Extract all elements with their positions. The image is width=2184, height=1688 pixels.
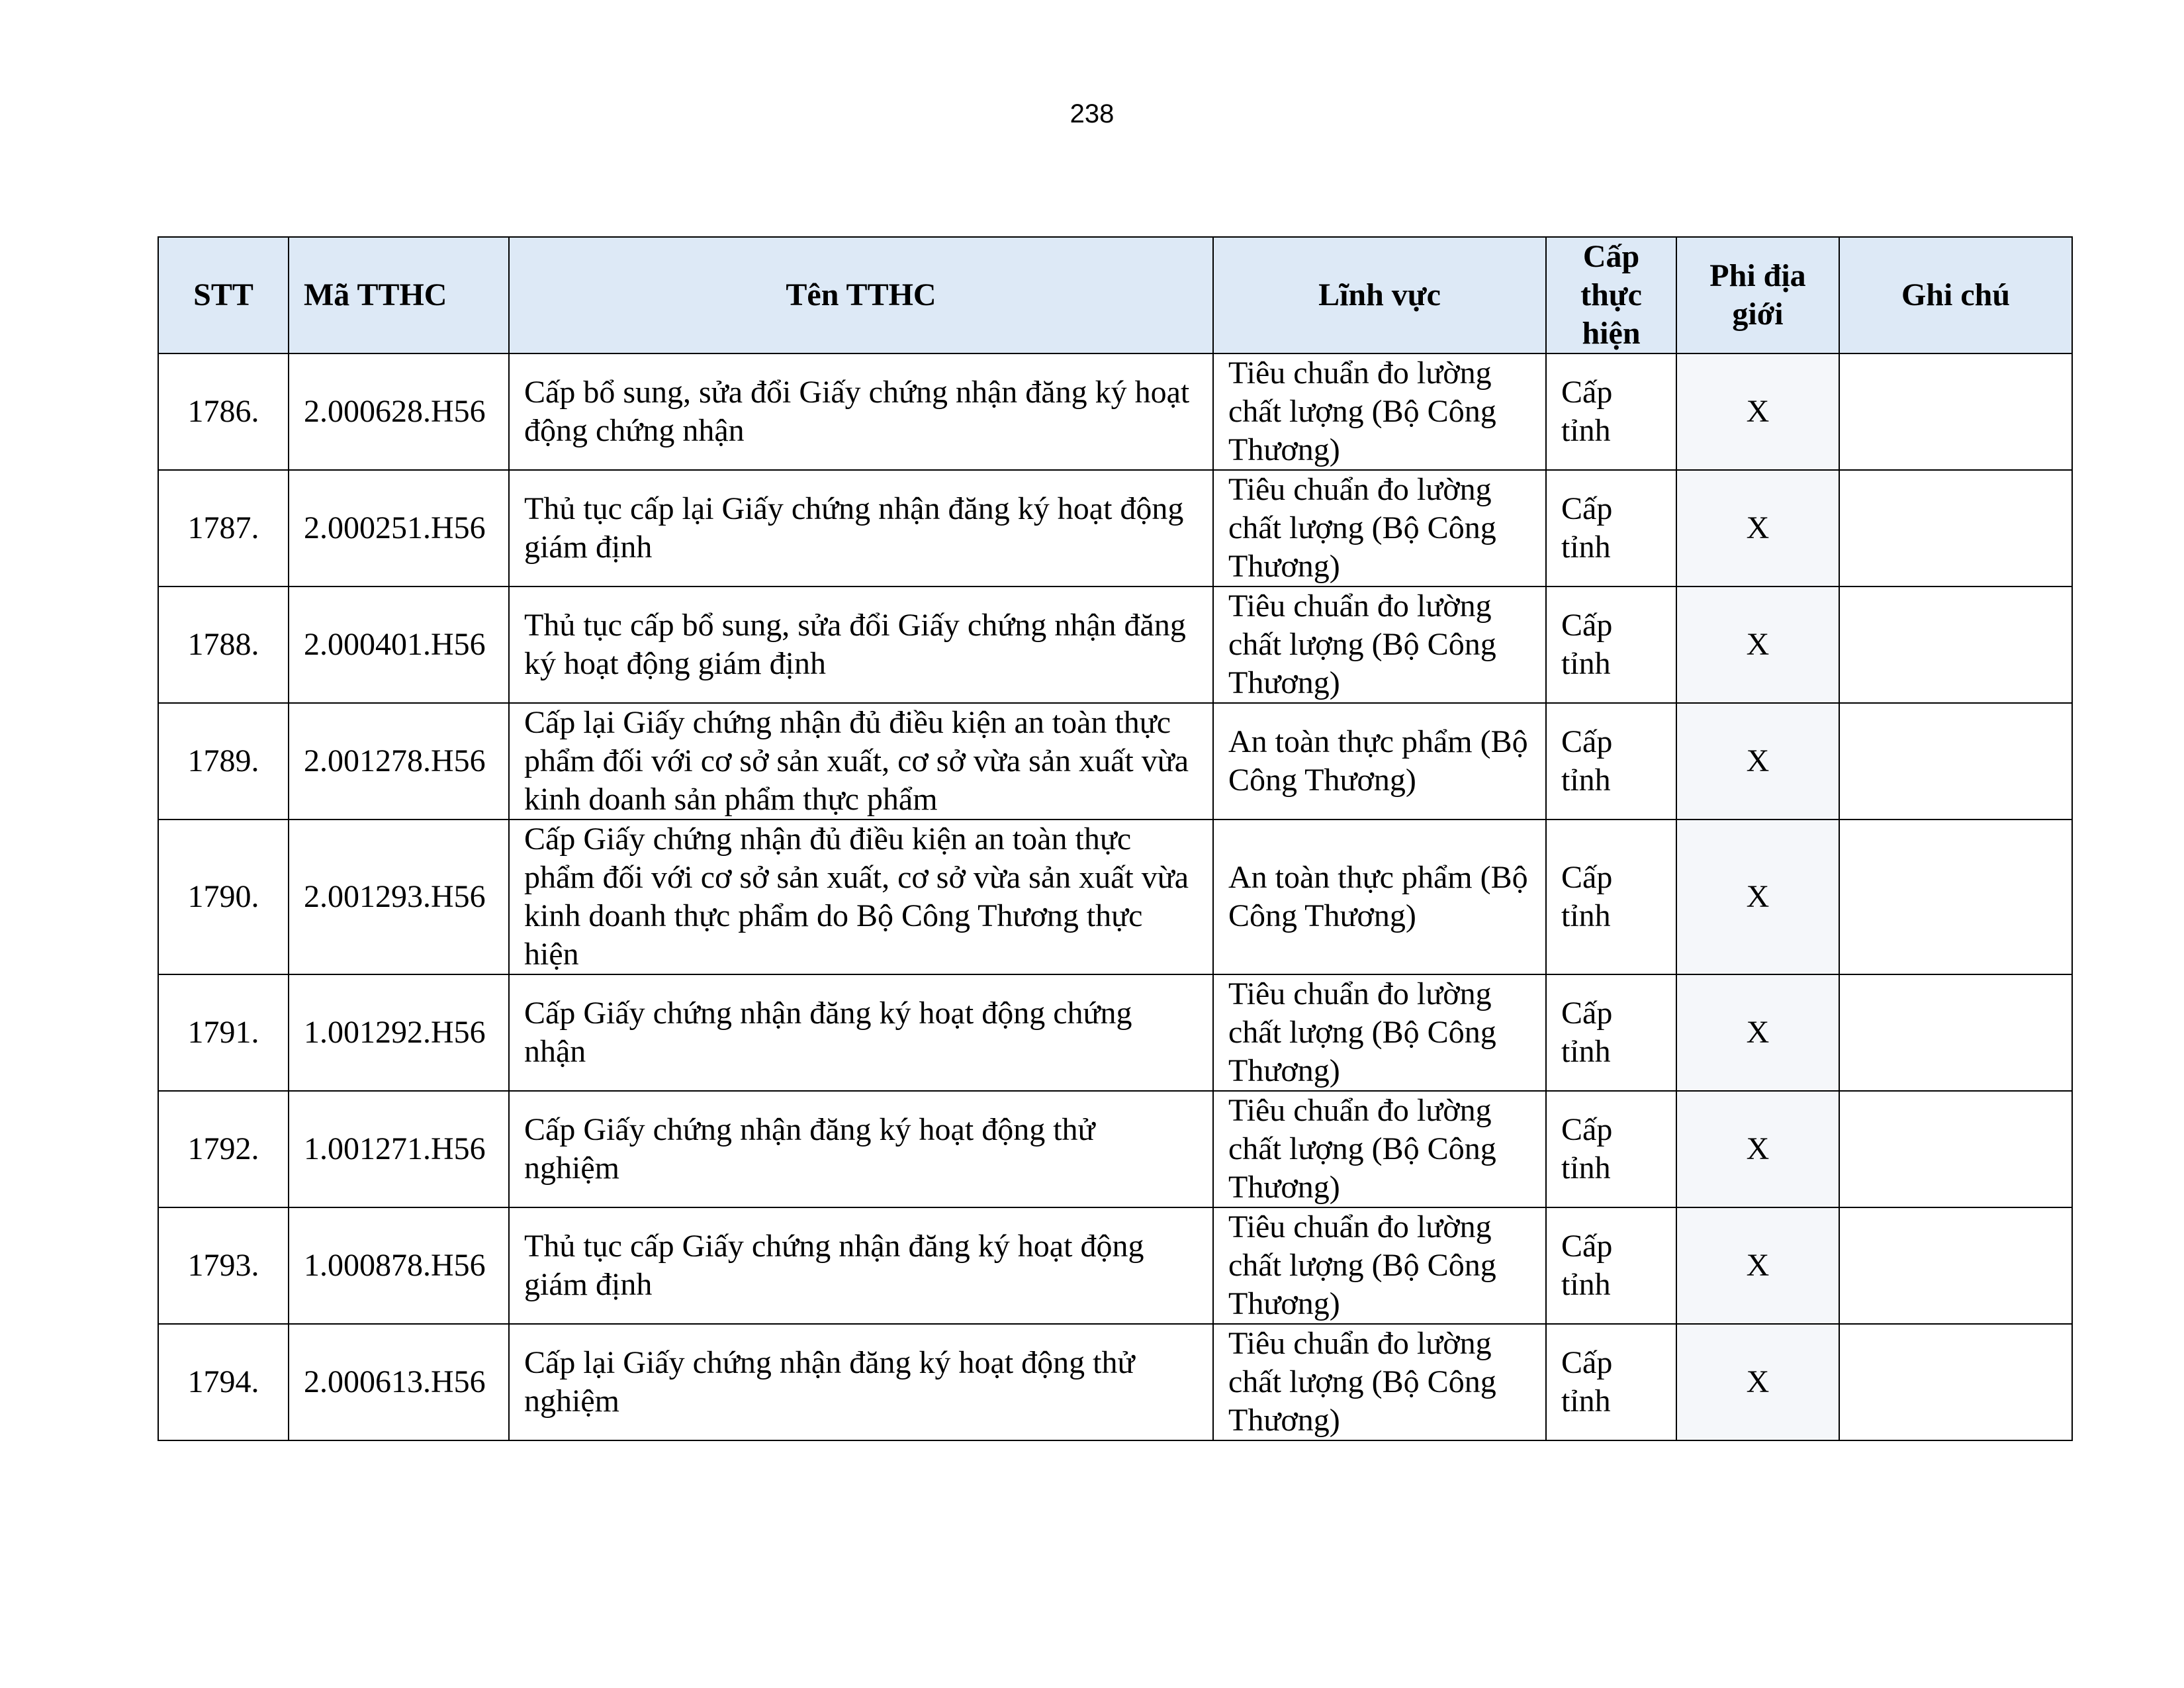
- procedures-table: [158, 236, 2073, 1441]
- cell-ten-tthc: Thủ tục cấp bổ sung, sửa đổi Giấy chứng nhận đăng ký hoạt động giám định: [509, 586, 1213, 703]
- table-row: [158, 353, 2072, 470]
- cell-stt: 1792.: [158, 1091, 289, 1207]
- cell-ma-tthc: 1.001292.H56: [289, 974, 509, 1091]
- cell-ma-tthc: 2.000613.H56: [289, 1324, 509, 1440]
- cell-stt: 1793.: [158, 1207, 289, 1324]
- cell-ten-tthc: Cấp Giấy chứng nhận đủ điều kiện an toàn thực phẩm đối với cơ sở sản xuất, cơ sở vừa sản xuất vừa kinh doanh thực phẩm do Bộ Công Thương thực hiện: [509, 820, 1213, 974]
- cell-ghi-chu: [1839, 703, 2072, 820]
- cell-ma-tthc: 2.000251.H56: [289, 470, 509, 586]
- cell-ghi-chu: [1839, 586, 2072, 703]
- cell-ghi-chu: [1839, 1324, 2072, 1440]
- cell-stt: 1790.: [158, 820, 289, 974]
- cell-cap-thuc-hien: Cấp tỉnh: [1546, 470, 1676, 586]
- cell-ma-tthc: 2.001278.H56: [289, 703, 509, 820]
- cell-cap-thuc-hien: Cấp tỉnh: [1546, 1091, 1676, 1207]
- cell-ghi-chu: [1839, 470, 2072, 586]
- table-row: [158, 1324, 2072, 1440]
- cell-phi-dia-gioi: X: [1676, 470, 1839, 586]
- cell-ten-tthc: Cấp bổ sung, sửa đổi Giấy chứng nhận đăng ký hoạt động chứng nhận: [509, 353, 1213, 470]
- cell-stt: 1794.: [158, 1324, 289, 1440]
- table-header-row: [158, 237, 2072, 353]
- cell-ten-tthc: Cấp lại Giấy chứng nhận đủ điều kiện an toàn thực phẩm đối với cơ sở sản xuất, cơ sở vừa sản xuất vừa kinh doanh sản phẩm thực phẩm: [509, 703, 1213, 820]
- cell-phi-dia-gioi: X: [1676, 353, 1839, 470]
- cell-cap-thuc-hien: Cấp tỉnh: [1546, 820, 1676, 974]
- table-row: [158, 1091, 2072, 1207]
- header-ghi-chu: Ghi chú: [1839, 237, 2072, 353]
- table-row: [158, 703, 2072, 820]
- cell-ma-tthc: 2.001293.H56: [289, 820, 509, 974]
- cell-ten-tthc: Cấp Giấy chứng nhận đăng ký hoạt động thử nghiệm: [509, 1091, 1213, 1207]
- table-row: [158, 1207, 2072, 1324]
- cell-ten-tthc: Thủ tục cấp lại Giấy chứng nhận đăng ký hoạt động giám định: [509, 470, 1213, 586]
- cell-ma-tthc: 2.000628.H56: [289, 353, 509, 470]
- cell-linh-vuc: Tiêu chuẩn đo lường chất lượng (Bộ Công Thương): [1213, 1207, 1546, 1324]
- cell-linh-vuc: Tiêu chuẩn đo lường chất lượng (Bộ Công Thương): [1213, 470, 1546, 586]
- cell-ten-tthc: Thủ tục cấp Giấy chứng nhận đăng ký hoạt động giám định: [509, 1207, 1213, 1324]
- table-row: [158, 820, 2072, 974]
- page-number: 238: [1069, 99, 1115, 128]
- cell-phi-dia-gioi: X: [1676, 1207, 1839, 1324]
- cell-phi-dia-gioi: X: [1676, 586, 1839, 703]
- cell-ghi-chu: [1839, 353, 2072, 470]
- cell-stt: 1789.: [158, 703, 289, 820]
- cell-ma-tthc: 1.001271.H56: [289, 1091, 509, 1207]
- table-row: [158, 586, 2072, 703]
- cell-linh-vuc: An toàn thực phẩm (Bộ Công Thương): [1213, 820, 1546, 974]
- cell-stt: 1787.: [158, 470, 289, 586]
- cell-cap-thuc-hien: Cấp tỉnh: [1546, 974, 1676, 1091]
- cell-ghi-chu: [1839, 1207, 2072, 1324]
- cell-linh-vuc: Tiêu chuẩn đo lường chất lượng (Bộ Công Thương): [1213, 586, 1546, 703]
- header-linh-vuc: Lĩnh vực: [1213, 237, 1546, 353]
- cell-ten-tthc: Cấp lại Giấy chứng nhận đăng ký hoạt động thử nghiệm: [509, 1324, 1213, 1440]
- cell-cap-thuc-hien: Cấp tỉnh: [1546, 353, 1676, 470]
- cell-ma-tthc: 1.000878.H56: [289, 1207, 509, 1324]
- cell-phi-dia-gioi: X: [1676, 820, 1839, 974]
- cell-cap-thuc-hien: Cấp tỉnh: [1546, 703, 1676, 820]
- cell-ma-tthc: 2.000401.H56: [289, 586, 509, 703]
- header-ten-tthc: Tên TTHC: [509, 237, 1213, 353]
- cell-linh-vuc: Tiêu chuẩn đo lường chất lượng (Bộ Công Thương): [1213, 353, 1546, 470]
- cell-stt: 1786.: [158, 353, 289, 470]
- cell-cap-thuc-hien: Cấp tỉnh: [1546, 586, 1676, 703]
- header-ma-tthc: Mã TTHC: [289, 237, 509, 353]
- cell-phi-dia-gioi: X: [1676, 1324, 1839, 1440]
- cell-stt: 1788.: [158, 586, 289, 703]
- cell-phi-dia-gioi: X: [1676, 1091, 1839, 1207]
- cell-ten-tthc: Cấp Giấy chứng nhận đăng ký hoạt động chứng nhận: [509, 974, 1213, 1091]
- header-phi-dia-gioi: Phi địa giới: [1676, 237, 1839, 353]
- cell-linh-vuc: An toàn thực phẩm (Bộ Công Thương): [1213, 703, 1546, 820]
- cell-linh-vuc: Tiêu chuẩn đo lường chất lượng (Bộ Công Thương): [1213, 1324, 1546, 1440]
- cell-ghi-chu: [1839, 1091, 2072, 1207]
- cell-linh-vuc: Tiêu chuẩn đo lường chất lượng (Bộ Công Thương): [1213, 974, 1546, 1091]
- cell-ghi-chu: [1839, 820, 2072, 974]
- cell-cap-thuc-hien: Cấp tỉnh: [1546, 1207, 1676, 1324]
- table-row: [158, 974, 2072, 1091]
- cell-cap-thuc-hien: Cấp tỉnh: [1546, 1324, 1676, 1440]
- cell-ghi-chu: [1839, 974, 2072, 1091]
- header-cap-thuc-hien: Cấp thực hiện: [1546, 237, 1676, 353]
- cell-phi-dia-gioi: X: [1676, 703, 1839, 820]
- cell-phi-dia-gioi: X: [1676, 974, 1839, 1091]
- header-stt: STT: [158, 237, 289, 353]
- table-row: [158, 470, 2072, 586]
- cell-linh-vuc: Tiêu chuẩn đo lường chất lượng (Bộ Công Thương): [1213, 1091, 1546, 1207]
- cell-stt: 1791.: [158, 974, 289, 1091]
